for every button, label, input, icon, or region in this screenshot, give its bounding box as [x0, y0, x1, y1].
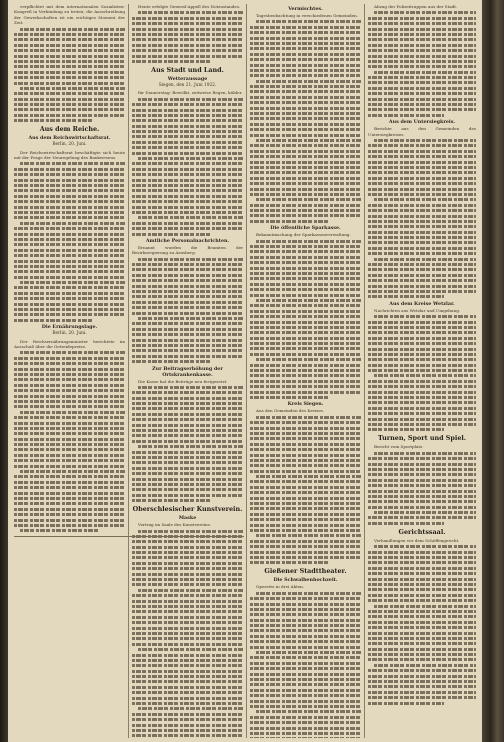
article-body-lines [132, 98, 243, 236]
article-body-lines [250, 20, 361, 222]
article-body-lines [132, 11, 243, 63]
article-subhead: Maske [178, 515, 197, 522]
article-text: Der Reichsernährungsminister berichtete im Ausschuß über die Getreidepreise. [14, 338, 125, 350]
article-body-lines [14, 28, 125, 123]
column-2 [132, 4, 243, 738]
article-text: Bericht vom Sportplatz. [374, 444, 424, 450]
article-text: verpflichtet mit dem internationalen Sozialisten-Kongreß in Verbindung zu treten; die Ausschreibung der Gewerkschaften ist ein wichtiges Moment der Zeit. [14, 4, 125, 26]
article-subhead: Aus dem Untersiegkreis. [388, 119, 456, 126]
article-dateline: Berlin, 20. Juni. [52, 331, 87, 337]
article-body-lines [368, 315, 476, 431]
article-text: Hente erfolgte General-Appell des Notzustandes. [138, 4, 241, 9]
article-body-lines [132, 258, 243, 363]
article-subhead: Die öffentliche Sparkasse. [270, 225, 341, 232]
section-heading: Oberschlesischer Kunstverein. [132, 505, 243, 514]
article-dateline: Siegen, den 21. Juni 1922. [158, 82, 217, 88]
article-body-lines [132, 386, 243, 502]
section-divider [14, 536, 244, 537]
article-text: Verhandlungen vor dem Schöffengericht. [374, 537, 460, 543]
section-heading: Aus Stadt und Land. [151, 65, 224, 74]
column-1 [14, 4, 125, 738]
article-text: Die Kasse hat die Beiträge neu festgesetzt. [138, 378, 228, 384]
page-right-edge [482, 0, 504, 742]
article-body-lines [368, 452, 476, 525]
section-heading: Aus dem Reiche. [39, 125, 100, 134]
article-subhead: Vermischtes. [288, 6, 323, 12]
article-subhead: Die Ernährungslage. [41, 324, 98, 331]
article-text: Aus den Gemeinden des Kreises. [256, 408, 325, 414]
article-text: Ernannt wurden die Beamten der Bezirksregierung zu Arnsberg. [132, 244, 243, 256]
article-subhead: Amtliche Personalnachrichten. [145, 237, 230, 244]
article-subhead: Kreis Siegen. [287, 401, 324, 408]
article-subhead: Aus dem Kreise Wetzlar. [389, 300, 455, 307]
article-body-lines [250, 416, 361, 565]
column-divider [364, 4, 365, 738]
article-text: Abzug der Polizeitruppen aus der Stadt. [374, 4, 458, 9]
article-text: Bekanntmachung der Sparkassenverwaltung. [256, 232, 351, 238]
article-subhead: Die Schwalbenhochzeit. [273, 577, 338, 584]
article-body-lines [368, 545, 476, 704]
article-body-lines [14, 351, 125, 532]
article-body-lines [14, 162, 125, 321]
article-subhead: Zur Beitragserhöhung der Ortskrankenkasse. [152, 365, 223, 378]
newspaper-page [8, 0, 482, 742]
article-text: Operette in drei Akten. [256, 584, 305, 590]
column-3 [250, 4, 361, 738]
column-4 [368, 4, 476, 738]
article-text: Tagesbeobachtung in verschiedenen Gemeinden. [256, 13, 359, 18]
section-heading: Gerichtssaal. [398, 527, 446, 536]
column-divider [128, 4, 129, 738]
article-text: Der Reichswirtschaftsrat beschäftigte sich heute mit der Frage der Neuregelung des Bankwesens. [14, 149, 125, 161]
article-body-lines [250, 592, 361, 738]
column-divider [246, 4, 247, 738]
section-heading: Turnen, Sport und Spiel. [377, 434, 467, 443]
article-body-lines [368, 139, 476, 298]
article-body-lines [368, 11, 476, 116]
page-left-edge [0, 0, 8, 742]
article-subhead: Aus dem Reichswirtschaftsrat. [28, 135, 111, 142]
article-text: für Donnerstag: Bewölkt, zeitweise Regen, kühler. [138, 90, 243, 96]
article-text: Nachrichten aus Wetzlar und Umgebung. [374, 307, 461, 313]
article-subhead: Wetteraussage [167, 75, 208, 82]
article-text: Vortrag im Saale des Kunstvereins. [138, 522, 212, 528]
section-heading: Gießener Stadttheater. [264, 567, 347, 576]
article-body-lines [250, 240, 361, 399]
article-text: Berichte aus den Gemeinden des Untersiegkreises. [368, 126, 476, 137]
article-body-lines [132, 530, 243, 738]
article-dateline: Berlin, 20. Juni. [52, 142, 87, 148]
